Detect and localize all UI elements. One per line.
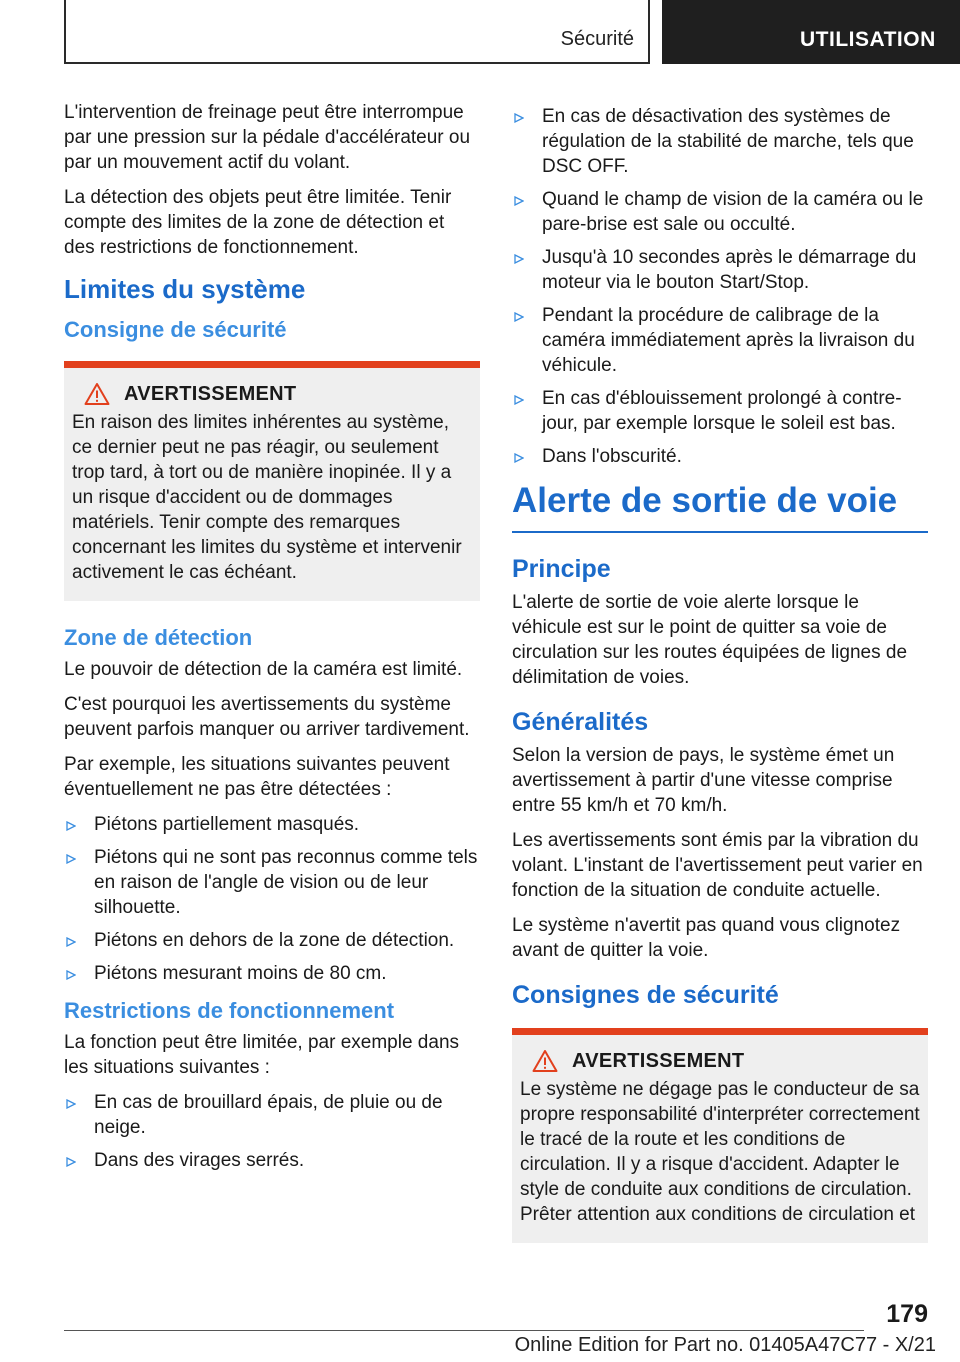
bullet-triangle-icon: [514, 196, 524, 206]
paragraph: La détection des objets peut être limitée. Tenir compte des limites de la zone de détection et des restrictions de fonctionnement.: [64, 187, 452, 258]
bullet-triangle-icon: [514, 113, 524, 123]
paragraph: Par exemple, les situations suivantes peuvent éventuellement ne pas être détectées :: [64, 754, 450, 800]
heading-principe: Principe: [512, 555, 611, 583]
list-item: Piétons en dehors de la zone de détection.: [64, 928, 480, 953]
footer-edition: Online Edition for Part no. 01405A47C77 - X/21: [514, 1334, 936, 1356]
heading-consignes: Consignes de sécurité: [512, 981, 779, 1009]
bullet-triangle-icon: [66, 1157, 76, 1167]
paragraph: Les avertissements sont émis par la vibration du volant. L'instant de l'avertissement peut varier en fonction de la situation de conduite actuelle.: [512, 830, 923, 901]
list-item: En cas de brouillard épais, de pluie ou de neige.: [64, 1090, 480, 1140]
restrictions-list: [64, 1090, 480, 1173]
page-number: 179: [886, 1300, 928, 1328]
restrictions-list-continued: [512, 104, 928, 469]
bullet-triangle-icon: [66, 821, 76, 831]
warning-icon: [84, 382, 110, 406]
warning-text: Le système ne dégage pas le conducteur de sa propre responsabilité d'interpréter correctement le tracé de la route et les conditions de circulation. Il y a risque d'accident. Adapter le style de conduite aux conditions de circulation. Prêter attention aux conditions de circulation et: [520, 1079, 920, 1225]
heading-limites: Limites du système: [64, 274, 306, 304]
header-section-box: [64, 0, 650, 64]
paragraph: Selon la version de pays, le système émet un avertissement à partir d'une vitesse comprise entre 55 km/h et 70 km/h.: [512, 745, 895, 816]
paragraph: Le système n'avertit pas quand vous clignotez avant de quitter la voie.: [512, 915, 901, 961]
list-item: Pendant la procédure de calibrage de la caméra immédiatement après la livraison du véhicule.: [512, 303, 928, 378]
warning-text: En raison des limites inhérentes au système, ce dernier peut ne pas réagir, ou seulement trop tard, à tort ou de manière inopinée. Il y a un risque d'accident ou de dommages matériels. Tenir compte des remarques concernant les limites du système et intervenir activement le cas échéant.: [72, 412, 462, 583]
list-item: Dans des virages serrés.: [64, 1148, 480, 1173]
list-item: En cas de désactivation des systèmes de régulation de la stabilité de marche, tels que DSC OFF.: [512, 104, 928, 179]
bullet-triangle-icon: [514, 395, 524, 405]
list-item: Jusqu'à 10 secondes après le démarrage du moteur via le bouton Start/Stop.: [512, 245, 928, 295]
warning-title: AVERTISSEMENT: [124, 382, 297, 405]
list-item: Piétons partiellement masqués.: [64, 812, 480, 837]
bullet-triangle-icon: [514, 312, 524, 322]
bullet-triangle-icon: [66, 970, 76, 980]
header-section-title: Sécurité: [560, 28, 634, 50]
paragraph: Le pouvoir de détection de la caméra est limité.: [64, 659, 463, 680]
bullet-triangle-icon: [514, 453, 524, 463]
warning-title: AVERTISSEMENT: [572, 1049, 745, 1072]
paragraph: L'alerte de sortie de voie alerte lorsque le véhicule est sur le point de quitter sa voie de circulation sur les routes équipées de lignes de délimitation de voies.: [512, 592, 908, 688]
list-item: Quand le champ de vision de la caméra ou le pare-brise est sale ou occulté.: [512, 187, 928, 237]
heading-alerte: Alerte de sortie de voie: [512, 481, 928, 533]
paragraph: C'est pourquoi les avertissements du système peuvent parfois manquer ou arriver tardivement.: [64, 694, 470, 740]
heading-zone: Zone de détection: [64, 625, 253, 650]
paragraph: L'intervention de freinage peut être interrompue par une pression sur la pédale d'accélérateur ou par un mouvement actif du volant.: [64, 102, 471, 173]
heading-restrictions: Restrictions de fonctionnement: [64, 998, 395, 1023]
zone-list: [64, 812, 480, 986]
left-column: [64, 100, 480, 1185]
list-item: En cas d'éblouissement prolongé à contre-jour, par exemple lorsque le soleil est bas.: [512, 386, 928, 436]
warning-box: [64, 361, 480, 601]
warning-icon: [532, 1049, 558, 1073]
list-item: Dans l'obscurité.: [512, 444, 928, 469]
bullet-triangle-icon: [66, 854, 76, 864]
footer-divider: [64, 1330, 864, 1331]
list-item: Piétons qui ne sont pas reconnus comme tels en raison de l'angle de vision ou de leur silhouette.: [64, 845, 480, 920]
bullet-triangle-icon: [66, 937, 76, 947]
header-chapter-tab: UTILISATION: [662, 0, 960, 64]
heading-consigne: Consigne de sécurité: [64, 317, 287, 342]
heading-generalites: Généralités: [512, 708, 649, 736]
warning-box: [512, 1028, 928, 1243]
bullet-triangle-icon: [66, 1099, 76, 1109]
paragraph: La fonction peut être limitée, par exemple dans les situations suivantes :: [64, 1032, 460, 1078]
bullet-triangle-icon: [514, 254, 524, 264]
right-column: [512, 100, 928, 1243]
list-item: Piétons mesurant moins de 80 cm.: [64, 961, 480, 986]
